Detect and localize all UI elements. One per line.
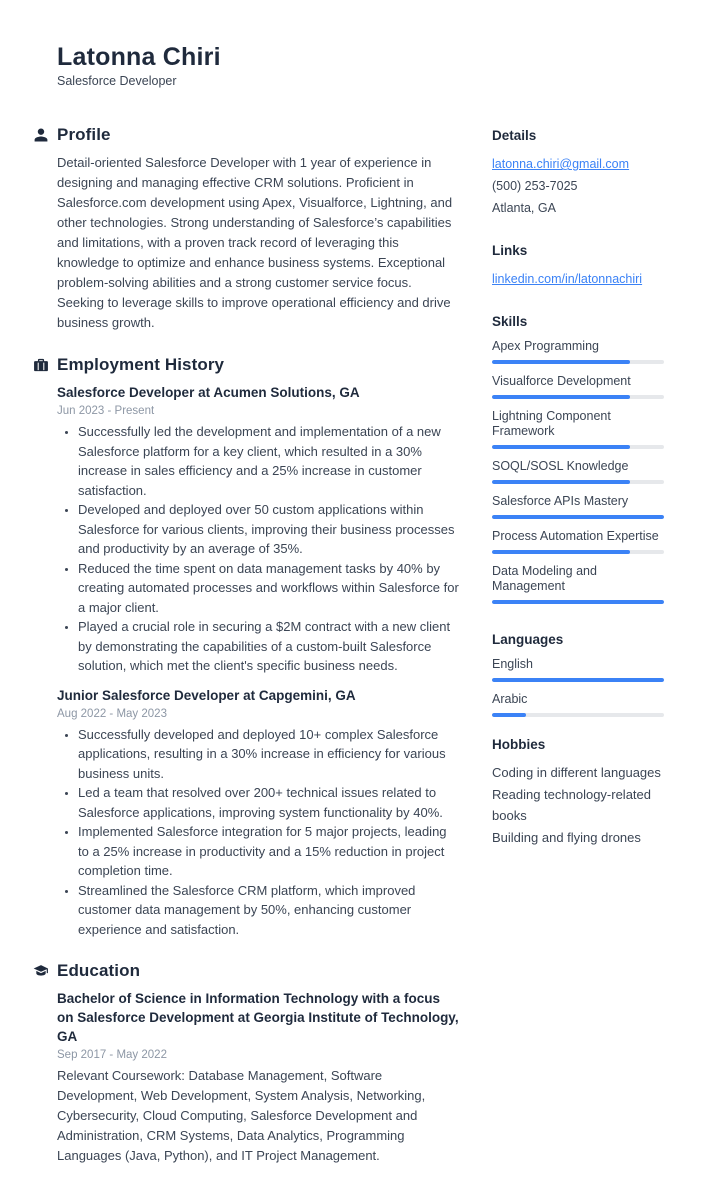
- hobbies-section: [492, 737, 664, 848]
- job-bullet: • Reduced the time spent on data management tasks by 40% by creating automated processes and workflows within Salesforce for a major client.: [78, 559, 459, 618]
- skill-bar-track: [492, 515, 664, 519]
- hobby-item: Building and flying drones: [492, 829, 641, 845]
- person-role: Salesforce Developer: [57, 74, 177, 88]
- job-bullet: • Played a crucial role in securing a $2M contract with a new client by demonstrating the capabilities of a custom-built Salesforce solution, which met the client's specific business needs.: [78, 617, 459, 676]
- links-heading: Links: [492, 243, 528, 258]
- profile-heading: Profile: [57, 125, 111, 144]
- job-bullet: • Implemented Salesforce integration for 5 major projects, leading to a 25% increase in productivity and a 15% reduction in project completion time.: [78, 822, 459, 881]
- job-entry: [57, 383, 459, 676]
- skill-name: Process Automation Expertise: [492, 529, 659, 543]
- job-bullet: • Successfully led the development and implementation of a new Salesforce platform for a key client, which resulted in a 30% increase in sales efficiency and a 25% increase in customer satisfaction.: [78, 422, 459, 500]
- phone-number: (500) 253-7025: [492, 179, 578, 193]
- skill-item: [492, 374, 664, 399]
- education-dates: Sep 2017 - May 2022: [57, 1049, 167, 1061]
- job-bullet-list: [57, 422, 459, 676]
- skill-bar-track: [492, 600, 664, 604]
- skill-bar-fill: [492, 515, 664, 519]
- skill-bar-fill: [492, 480, 630, 484]
- briefcase-icon: [33, 357, 49, 373]
- skill-bar-track: [492, 480, 664, 484]
- education-section-header: [33, 961, 459, 981]
- details-section: [492, 128, 664, 219]
- language-bar-fill: [492, 678, 664, 682]
- skill-bar-fill: [492, 395, 630, 399]
- skill-bar-fill: [492, 360, 630, 364]
- skill-name: Lightning Component Framework: [492, 409, 611, 438]
- skill-bar-fill: [492, 550, 630, 554]
- job-dates: Jun 2023 - Present: [57, 405, 155, 417]
- skill-bar-track: [492, 395, 664, 399]
- hobbies-heading: Hobbies: [492, 737, 546, 752]
- skill-bar-track: [492, 360, 664, 364]
- main-column: [33, 42, 459, 1188]
- languages-section: [492, 632, 664, 717]
- person-name: Latonna Chiri: [57, 43, 221, 71]
- section-employment: [33, 355, 459, 939]
- job-title: Salesforce Developer at Acumen Solutions, GA: [57, 385, 360, 400]
- employment-heading: Employment History: [57, 355, 225, 374]
- profile-section-header: [33, 125, 459, 145]
- skills-heading: Skills: [492, 314, 528, 329]
- skill-item: [492, 494, 664, 519]
- skill-item: [492, 459, 664, 484]
- job-dates: Aug 2022 - May 2023: [57, 707, 167, 720]
- skill-item: [492, 529, 664, 554]
- language-name: Arabic: [492, 692, 528, 706]
- skills-section: [492, 314, 664, 604]
- resume-header: [57, 42, 459, 88]
- person-icon: [33, 127, 49, 143]
- skill-bar-fill: [492, 600, 664, 604]
- skill-item: [492, 564, 664, 604]
- skill-item: [492, 339, 664, 364]
- language-name: English: [492, 657, 533, 671]
- education-entry: [57, 989, 459, 1166]
- job-bullet-list: [57, 725, 459, 940]
- skill-name: Data Modeling and Management: [492, 564, 597, 593]
- language-bar-track: [492, 713, 664, 717]
- job-entry: [57, 686, 459, 940]
- skill-item: [492, 409, 664, 449]
- skill-bar-track: [492, 445, 664, 449]
- details-heading: Details: [492, 128, 537, 143]
- job-title: Junior Salesforce Developer at Capgemini, GA: [57, 687, 356, 703]
- links-section: [492, 243, 664, 290]
- skill-name: Apex Programming: [492, 339, 599, 353]
- job-bullet: • Streamlined the Salesforce CRM platform, which improved customer data management by 50%, enhancing customer experience and satisfaction.: [78, 881, 459, 940]
- job-bullet: • Successfully developed and deployed 10+ complex Salesforce applications, resulting in a 30% increase in efficiency for various business units.: [78, 725, 459, 784]
- language-item: [492, 692, 664, 717]
- languages-heading: Languages: [492, 632, 564, 647]
- sidebar-column: [492, 42, 664, 1188]
- resume-columns: [33, 42, 697, 1188]
- job-bullet: • Led a team that resolved over 200+ technical issues related to Salesforce applications, improving system functionality by 40%.: [78, 783, 459, 822]
- skill-name: Salesforce APIs Mastery: [492, 494, 629, 508]
- linkedin-link[interactable]: linkedin.com/in/latonnachiri: [492, 272, 643, 286]
- skill-name: Visualforce Development: [492, 374, 631, 388]
- location-text: Atlanta, GA: [492, 201, 556, 215]
- section-education: [33, 961, 459, 1166]
- skill-bar-track: [492, 550, 664, 554]
- job-bullet: • Developed and deployed over 50 custom applications within Salesforce for various clients, improving their business processes and productivity by an average of 35%.: [78, 500, 459, 559]
- hobby-item: Coding in different languages: [492, 765, 661, 780]
- language-item: [492, 657, 664, 682]
- skill-bar-fill: [492, 445, 630, 449]
- education-heading: Education: [57, 961, 141, 980]
- education-description: Relevant Coursework: Database Management, Software Development, Web Development, System Analysis, Networking, Cybersecurity, Cloud Computing, Salesforce Development and Administration, CRM Systems, Data Analytics, Programming Languages (Java, Python), and IT Project Management.: [57, 1068, 426, 1163]
- degree-title: Bachelor of Science in Information Technology with a focus on Salesforce Development at Georgia Institute of Technology, GA: [57, 991, 459, 1044]
- skill-name: SOQL/SOSL Knowledge: [492, 459, 629, 473]
- profile-text: Detail-oriented Salesforce Developer with 1 year of experience in designing and managing effective CRM solutions. Proficient in Salesforce.com development using Apex, Visualforce, Lightning, and other technologies. Strong understanding of Salesforce’s capabilities and limitations, with a proven track record of leveraging this knowledge to optimize and enhance business systems. Exceptional problem-solving abilities and a strong customer service focus. Seeking to leverage skills to improve operational efficiency and drive business growth.: [57, 155, 453, 330]
- graduation-cap-icon: [33, 963, 49, 979]
- hobby-item: Reading technology-related books: [492, 786, 651, 823]
- email-link[interactable]: latonna.chiri@gmail.com: [492, 157, 630, 171]
- language-bar-fill: [492, 713, 526, 717]
- section-profile: [33, 125, 459, 333]
- employment-section-header: [33, 355, 459, 375]
- language-bar-track: [492, 678, 664, 682]
